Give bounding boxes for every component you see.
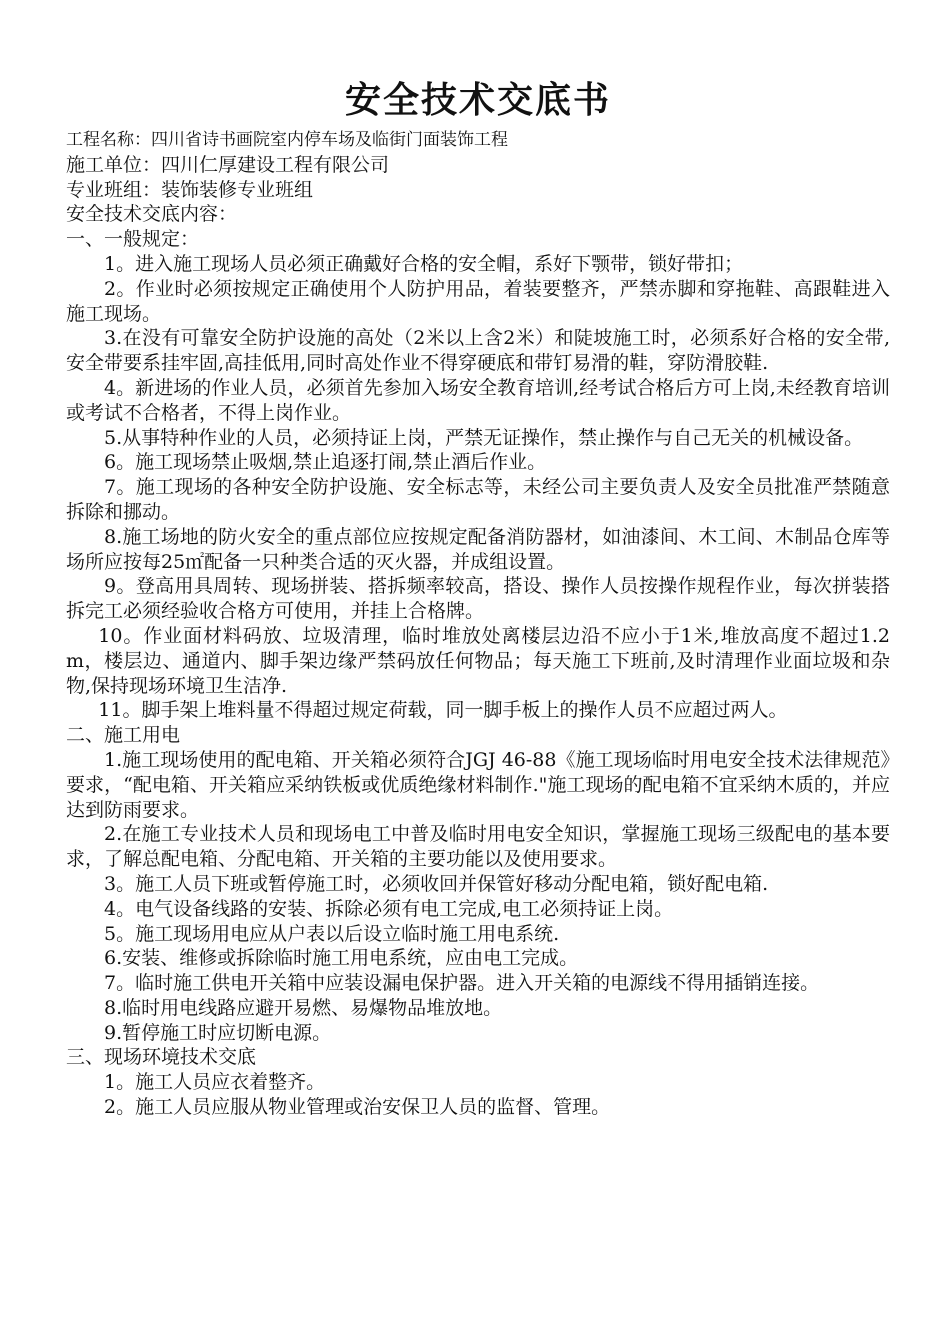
section-heading-electricity: 二、施工用电 — [66, 724, 181, 747]
list-item: 3.在没有可靠安全防护设施的高处（2米以上含2米）和陡坡施工时，必须系好合格的安全带,安全带要系挂牢固,高挂低用,同时高处作业不得穿硬底和带钉易滑的鞋，穿防滑胶鞋. — [66, 327, 890, 375]
list-item: 10。作业面材料码放、垃圾清理，临时堆放处离楼层边沿不应小于1米,堆放高度不超过1.2m，楼层边、通道内、脚手架边缘严禁码放任何物品；每天施工下班前,及时清理作业面垃圾和杂物,保持现场环境卫生洁净. — [66, 624, 890, 697]
list-item: 5.从事特种作业的人员，必须持证上岗，严禁无证操作，禁止操作与自己无关的机械设备。 — [104, 426, 864, 449]
list-item: 2.在施工专业技术人员和现场电工中普及临时用电安全知识，掌握施工现场三级配电的基本要求，了解总配电箱、分配电箱、开关箱的主要功能以及使用要求。 — [66, 823, 890, 871]
list-item: 9.暂停施工时应切断电源。 — [104, 1021, 332, 1044]
list-item: 1。进入施工现场人员必须正确戴好合格的安全帽，系好下颚带，锁好带扣； — [104, 252, 744, 275]
team-line — [66, 178, 890, 203]
team-label: 专业班组： — [66, 178, 162, 201]
project-name-label: 工程名称： — [66, 130, 151, 150]
list-item: 7。临时施工供电开关箱中应装设漏电保护器。进入开关箱的电源线不得用插销连接。 — [104, 972, 820, 995]
content-label: 安全技术交底内容： — [66, 203, 238, 226]
list-item: 4。电气设备线路的安装、拆除必须有电工完成,电工必须持证上岗。 — [104, 897, 674, 920]
list-item: 11。脚手架上堆料量不得超过规定荷载，同一脚手板上的操作人员不应超过两人。 — [98, 699, 788, 722]
list-item: 8.施工场地的防火安全的重点部位应按规定配备消防器材，如油漆间、木工间、木制品仓库等场所应按每25㎡配备一只种类合适的灭火器，并成组设置。 — [66, 525, 890, 573]
list-item: 6。施工现场禁止吸烟,禁止追逐打闹,禁止酒后作业。 — [104, 451, 547, 474]
document-title: 安全技术交底书 — [344, 79, 611, 121]
list-item: 1.施工现场使用的配电箱、开关箱必须符合JGJ 46-88《施工现场临时用电安全技术法律规范》要求，“配电箱、开关箱应采纳铁板或优质绝缘材料制作."施工现场的配电箱不宜采纳木质的，并应达到防雨要求。 — [66, 748, 890, 821]
document-page — [66, 72, 890, 1120]
project-name-line — [66, 128, 890, 153]
team-value: 装饰装修专业班组 — [161, 178, 314, 201]
list-item: 4。新进场的作业人员，必须首先参加入场安全教育培训,经考试合格后方可上岗,未经教育培训或考试不合格者，不得上岗作业。 — [66, 376, 890, 424]
list-item: 8.临时用电线路应避开易燃、易爆物品堆放地。 — [104, 996, 503, 1019]
construction-unit-line — [66, 153, 890, 178]
list-item: 6.安装、维修或拆除临时施工用电系统，应由电工完成。 — [104, 947, 579, 970]
construction-unit-label: 施工单位： — [66, 153, 162, 176]
list-item: 5。施工现场用电应从户表以后设立临时施工用电系统. — [104, 922, 560, 945]
list-item: 1。施工人员应衣着整齐。 — [104, 1071, 326, 1094]
project-name-value: 四川省诗书画院室内停车场及临街门面装饰工程 — [151, 130, 508, 150]
construction-unit-value: 四川仁厚建设工程有限公司 — [161, 153, 390, 176]
list-item: 7。施工现场的各种安全防护设施、安全标志等，未经公司主要负责人及安全员批准严禁随意拆除和挪动。 — [66, 476, 890, 523]
list-item: 2。作业时必须按规定正确使用个人防护用品，着装要整齐，严禁赤脚和穿拖鞋、高跟鞋进入施工现场。 — [66, 277, 890, 325]
list-item: 2。施工人员应服从物业管理或治安保卫人员的监督、管理。 — [104, 1096, 611, 1119]
list-item: 9。登高用具周转、现场拼装、搭拆频率较高，搭设、操作人员按操作规程作业，每次拼装搭拆完工必须经验收合格方可使用，并挂上合格牌。 — [66, 575, 890, 623]
list-item: 3。施工人员下班或暂停施工时，必须收回并保管好移动分配电箱，锁好配电箱. — [104, 872, 769, 895]
section-heading-environment: 三、现场环境技术交底 — [66, 1046, 257, 1069]
section-heading-general: 一、一般规定： — [66, 228, 200, 251]
